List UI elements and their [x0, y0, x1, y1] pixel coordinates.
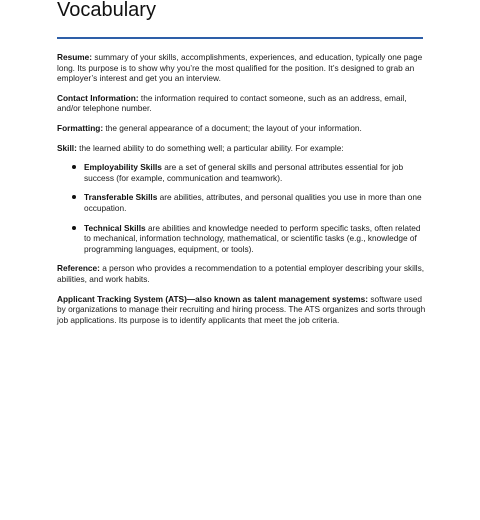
entry-applicant-tracking-system [57, 294, 427, 326]
skill-types-list [57, 162, 427, 254]
list-item-technical-skills [57, 223, 427, 255]
definition-transferable-skills: are abilities, attributes, and personal qualities you use in more than one occupation. [84, 192, 422, 213]
term-skill: Skill: [57, 142, 77, 153]
term-reference: Reference: [57, 263, 100, 274]
definition-formatting: the general appearance of a document; the layout of your information. [103, 122, 362, 133]
definition-employability-skills: are a set of general skills and personal attributes essential for job success (for example, communication and teamwork). [84, 162, 404, 183]
term-applicant-tracking-system: Applicant Tracking System (ATS)—also known as talent management systems: [57, 293, 369, 304]
bullet-icon [72, 195, 76, 199]
entry-resume [57, 52, 427, 84]
term-contact-information: Contact Information: [57, 92, 139, 103]
definition-skill: the learned ability to do something well; a particular ability. For example: [76, 142, 344, 153]
title-divider [57, 37, 423, 39]
entry-skill [57, 143, 427, 154]
definition-contact-information: the information required to contact someone, such as an address, email, and/or telephone number. [57, 92, 407, 114]
term-resume: Resume: [57, 52, 93, 62]
list-item-employability-skills [57, 162, 427, 183]
bullet-icon [72, 165, 76, 169]
vocabulary-list [57, 52, 427, 334]
definition-resume: summary of your skills, accomplishments, experiences, and education, typically one page long. Its purpose is to show why you’re the most qualified for the position. It’s designed to grab an employer’s interest and get you an interview. [57, 52, 423, 84]
term-formatting: Formatting: [57, 122, 104, 133]
term-transferable-skills: Transferable Skills [84, 192, 158, 203]
term-employability-skills: Employability Skills [84, 162, 162, 173]
page-title: Vocabulary [57, 0, 156, 21]
entry-formatting [57, 123, 427, 134]
definition-technical-skills: are abilities and knowledge needed to perform specific tasks, often related to mechanical, information technology, mathematical, or scientific tasks (e.g., knowledge of programming languages, equipment, or tools). [84, 222, 421, 254]
entry-reference [57, 263, 427, 284]
list-item-transferable-skills [57, 192, 427, 213]
bullet-icon [72, 226, 76, 230]
definition-applicant-tracking-system: software used by organizations to manage their recruiting and hiring process. The ATS organizes and sorts through job applications. Its purpose is to identify applicants that meet the job criteria. [57, 293, 426, 325]
definition-reference: a person who provides a recommendation to a potential employer describing your skills, abilities, and work habits. [57, 263, 425, 284]
term-technical-skills: Technical Skills [84, 222, 146, 233]
entry-contact-information [57, 93, 427, 114]
